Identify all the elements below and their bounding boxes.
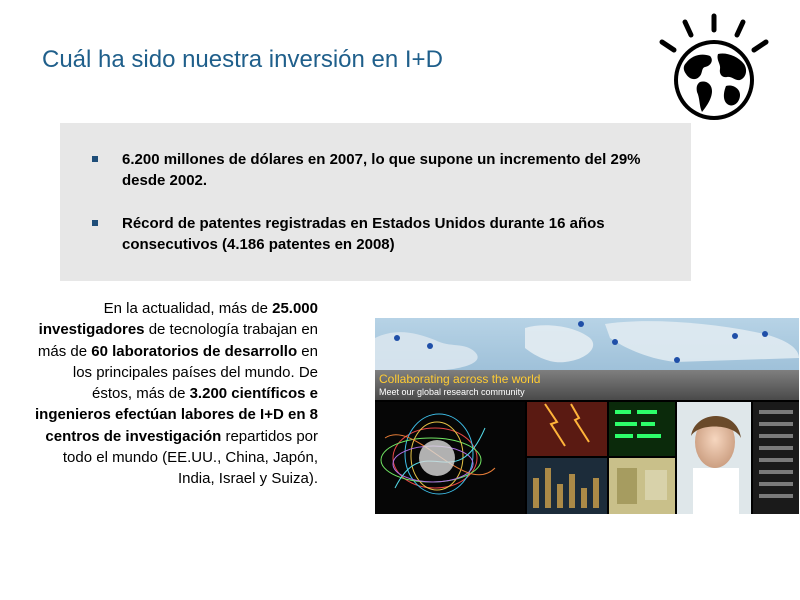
paragraph-text: en los principales países del mundo. De éstos, más de (72, 342, 318, 403)
research-collage-image (375, 318, 799, 514)
highlight-box (60, 123, 691, 281)
slide-title: Cuál ha sido nuestra inversión en I+D (42, 46, 443, 73)
paragraph-text: repartidos por todo el mundo (EE.UU., China, Japón, India, Israel y Suiza). (62, 427, 318, 488)
paragraph-bold: 3.200 científicos e ingenieros efectúan labores de I+D en 8 centros de investigación (34, 385, 318, 445)
paragraph-bold: 25.000 investigadores (38, 300, 318, 339)
square-bullet-icon (92, 156, 98, 162)
research-paragraph (30, 298, 318, 490)
collage-banner-subtitle: Meet our global research community (379, 387, 525, 397)
highlight-text: 6.200 millones de dólares en 2007, lo que supone un incremento del 29% desde 2002. (122, 151, 641, 189)
paragraph-text: En la actualidad, más de (103, 300, 273, 317)
highlight-item (60, 149, 691, 191)
paragraph-text: de tecnología trabajan en más de (37, 321, 318, 360)
highlight-item (60, 213, 691, 255)
highlight-list (60, 149, 691, 277)
collage-graphics (375, 318, 799, 514)
highlight-text: Récord de patentes registradas en Estados Unidos durante 16 años consecutivos (4.186 patentes en 2008) (122, 215, 605, 253)
paragraph-bold: 60 laboratorios de desarrollo (91, 342, 298, 360)
square-bullet-icon (92, 220, 98, 226)
collage-banner-title: Collaborating across the world (379, 372, 541, 386)
globe-logo-icon (656, 8, 772, 126)
